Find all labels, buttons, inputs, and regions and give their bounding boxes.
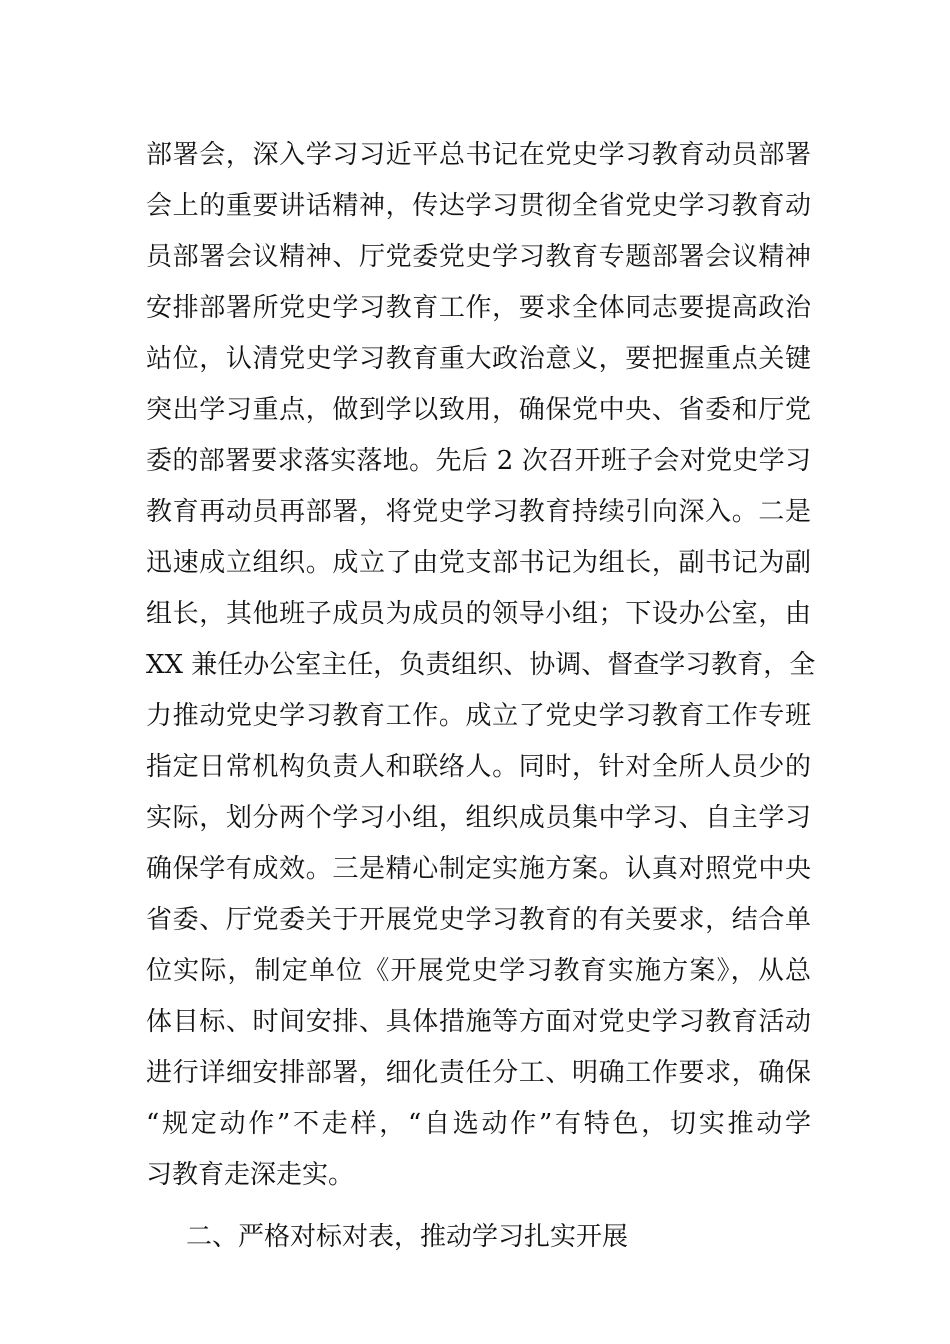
paragraph-line: XX 兼任办公室主任，负责组织、协调、督查学习教育，全 xyxy=(146,650,816,680)
document-body xyxy=(146,130,816,1263)
paragraph-line: 员部署会议精神、厅党委党史学习教育专题部署会议精神 xyxy=(146,242,811,272)
paragraph-line: 确保学有成效。三是精心制定实施方案。认真对照党中央 xyxy=(146,854,811,884)
paragraph-line: 安排部署所党史学习教育工作，要求全体同志要提高政治 xyxy=(146,293,811,323)
paragraph-line: 委的部署要求落实落地。先后 2 次召开班子会对党史学习 xyxy=(146,446,811,476)
paragraph-line: 习教育走深走实。 xyxy=(146,1160,355,1190)
body-paragraph xyxy=(146,130,816,1201)
paragraph-spacer xyxy=(146,1201,811,1212)
section-heading: 二、严格对标对表，推动学习扎实开展 xyxy=(186,1222,629,1252)
paragraph-line: 部署会，深入学习习近平总书记在党史学习教育动员部署 xyxy=(146,140,811,170)
paragraph-line: 会上的重要讲话精神，传达学习贯彻全省党史学习教育动 xyxy=(146,191,811,221)
paragraph-line: 站位，认清党史学习教育重大政治意义，要把握重点关键 xyxy=(146,344,811,374)
paragraph-line: 教育再动员再部署，将党史学习教育持续引向深入。二是 xyxy=(146,497,811,527)
paragraph-line: 省委、厅党委关于开展党史学习教育的有关要求，结合单 xyxy=(146,905,811,935)
paragraph-line: 进行详细安排部署，细化责任分工、明确工作要求，确保 xyxy=(146,1058,811,1088)
paragraph-line: 突出学习重点，做到学以致用，确保党中央、省委和厅党 xyxy=(146,395,811,425)
paragraph-line: 力推动党史学习教育工作。成立了党史学习教育工作专班 xyxy=(146,701,811,731)
paragraph-line: 位实际，制定单位《开展党史学习教育实施方案》，从总 xyxy=(146,956,811,986)
paragraph-line: “规定动作”不走样，“自选动作”有特色，切实推动学 xyxy=(146,1109,811,1139)
paragraph-line: 组长，其他班子成员为成员的领导小组；下设办公室，由 xyxy=(146,599,811,629)
paragraph-line: 迅速成立组织。成立了由党支部书记为组长，副书记为副 xyxy=(146,548,811,578)
paragraph-line: 体目标、时间安排、具体措施等方面对党史学习教育活动 xyxy=(146,1007,811,1037)
paragraph-line: 实际，划分两个学习小组，组织成员集中学习、自主学习 xyxy=(146,803,811,833)
paragraph-line: 指定日常机构负责人和联络人。同时，针对全所人员少的 xyxy=(146,752,811,782)
